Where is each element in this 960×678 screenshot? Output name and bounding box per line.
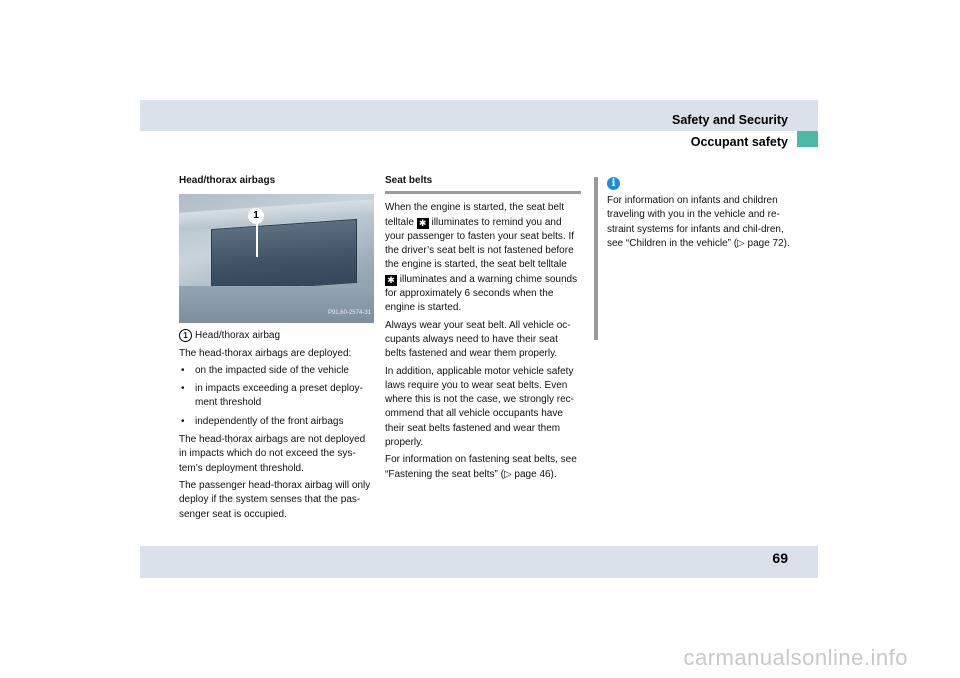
heading-head-thorax-airbags: Head/thorax airbags <box>179 175 276 186</box>
info-side-bar <box>594 177 598 340</box>
section-subtitle: Occupant safety <box>690 135 788 149</box>
paragraph-passenger-airbag: The passenger head-thorax airbag will only deploy if the system senses that the pas-senger seat is occupied. <box>179 479 371 520</box>
list-item: • independently of the front airbags <box>179 415 375 429</box>
deploy-intro: The head-thorax airbags are deployed: <box>179 347 352 359</box>
header-accent-block <box>797 131 818 147</box>
column-seat-belts <box>385 174 581 485</box>
page-number: 69 <box>772 550 788 566</box>
list-item: • in impacts exceeding a preset deploy-ment threshold <box>179 382 375 411</box>
figure-airbag-panel <box>211 219 357 293</box>
heading-seat-belts: Seat belts <box>385 174 581 194</box>
seat-belt-telltale-icon: ✱ <box>417 218 429 229</box>
caption-text: Head/thorax airbag <box>195 330 281 342</box>
paragraph-always-wear: Always wear your seat belt. All vehicle oc-cupants always need to have their seat belts fastened and wear them properly. <box>385 319 571 360</box>
figure-code: P91.60-2574-31 <box>327 310 371 316</box>
paragraph-safety-laws: In addition, applicable motor vehicle safety laws require you to wear seat belts. Even where this is not the case, we strongly rec-ommend that all vehicle occupants have their seat belts fastened and wear them properly. <box>385 365 574 449</box>
section-title: Safety and Security <box>671 113 788 127</box>
caption-number-badge: 1 <box>179 329 192 342</box>
airbag-figure <box>179 194 374 323</box>
watermark-text: carmanualsonline.info <box>683 645 908 670</box>
footer-band <box>140 546 818 578</box>
column-info-note <box>607 177 797 254</box>
telltale-text-a: When the engine is started, the seat belt telltale <box>385 202 564 228</box>
seat-belt-telltale-icon: ✱ <box>385 275 397 286</box>
column-head-thorax-airbags <box>179 174 375 525</box>
figure-callout-line <box>256 224 258 257</box>
telltale-text-b: illuminates to remind you and your passenger to fasten your seat belts. If the driver’s seat belt is not fastened before the engine is started, the seat belt telltale <box>385 216 574 271</box>
figure-caption <box>179 329 375 343</box>
figure-callout-badge: 1 <box>248 208 264 224</box>
paragraph-fastening-reference: For information on fastening seat belts, see “Fastening the seat belts” (▷ page 46). <box>385 454 577 480</box>
paragraph-telltale <box>385 201 581 315</box>
paragraph-not-deployed: The head-thorax airbags are not deployed in impacts which do not exceed the sys-tem’s deployment threshold. <box>179 434 366 474</box>
telltale-text-c: illuminates and a warning chime sounds for approximately 6 seconds when the engine is started. <box>385 273 578 314</box>
info-icon: i <box>607 177 620 190</box>
info-note-text: For information on infants and children traveling with you in the vehicle and re-straint systems for infants and chil-dren, see “Children in the vehicle” (▷ page 72). <box>607 195 790 249</box>
deploy-conditions-list <box>179 364 375 429</box>
list-item: • on the impacted side of the vehicle <box>179 364 375 378</box>
